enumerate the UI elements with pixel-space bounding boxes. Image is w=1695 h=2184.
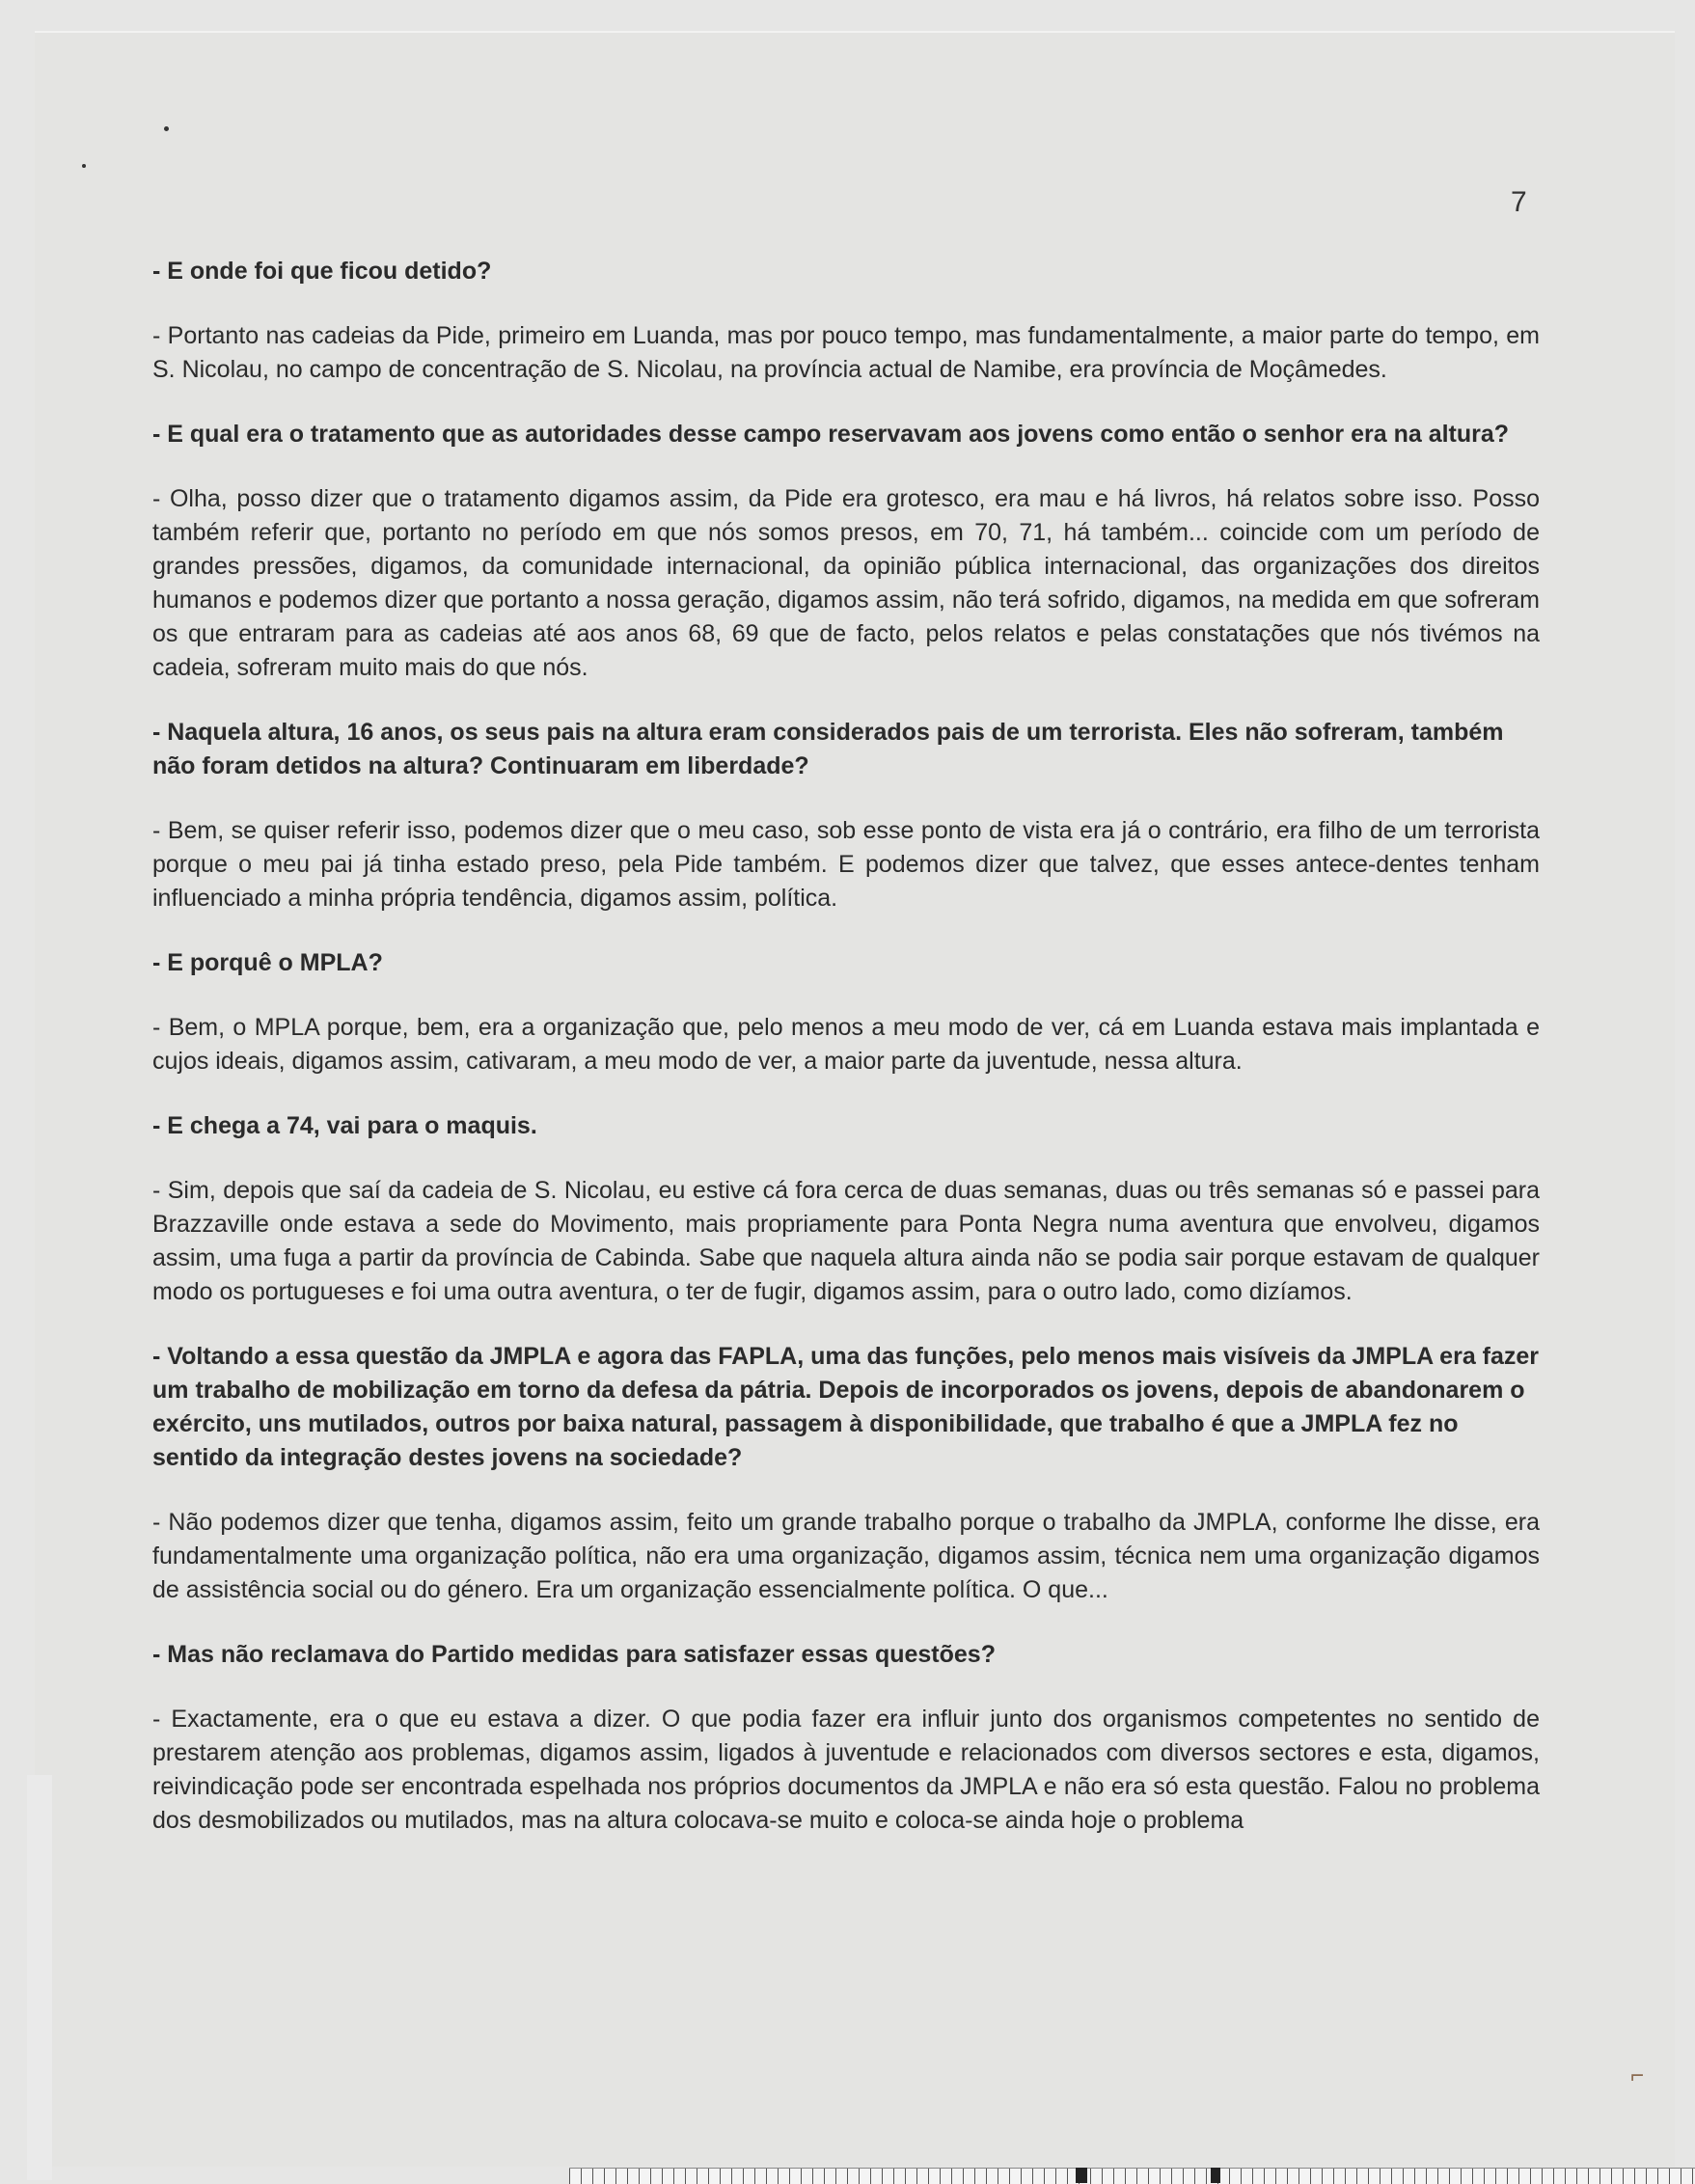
interview-question: - Naquela altura, 16 anos, os seus pais na altura eram considerados pais de um terrorista. Eles não sofreram, também não foram detidos na altura? Continuaram em liberdade? <box>152 719 1504 779</box>
torn-paper-edge <box>27 1775 52 2180</box>
interview-answer: - Portanto nas cadeias da Pide, primeiro em Luanda, mas por pouco tempo, mas fundamentalmente, a maior parte do tempo, em S. Nicolau, no campo de concentração de S. Nicolau, na província actual de Namibe, era província de Moçâmedes. <box>152 322 1540 383</box>
ruler-scale <box>569 2168 1695 2184</box>
stray-mark <box>82 164 86 168</box>
ruler-block <box>1211 2168 1220 2183</box>
page-number: 7 <box>1511 186 1527 218</box>
interview-answer: - Bem, o MPLA porque, bem, era a organização que, pelo menos a meu modo de ver, cá em Luanda estava mais implantada e cujos ideais, digamos assim, cativaram, a meu modo de ver, a maior parte da juventude, nessa altura. <box>152 1014 1540 1075</box>
interview-answer: - Sim, depois que saí da cadeia de S. Nicolau, eu estive cá fora cerca de duas semanas, duas ou três semanas só e passei para Brazzaville onde estava a sede do Movimento, mais propriamente para Ponta Negra numa aventura que envolveu, digamos assim, uma fuga a partir da província de Cabinda. Sabe que naquela altura ainda não se podia sair porque estavam de qualquer modo os portugueses e foi uma outra aventura, o ter de fugir, digamos assim, para o outro lado, como dizíamos. <box>152 1177 1540 1305</box>
interview-answer: - Não podemos dizer que tenha, digamos assim, feito um grande trabalho porque o trabalho da JMPLA, conforme lhe disse, era fundamentalmente uma organização política, não era uma organização, digamos assim, técnica nem uma organização digamos de assistência social ou do género. Era um organização essencialmente política. O que... <box>152 1509 1540 1603</box>
interview-answer: - Olha, posso dizer que o tratamento digamos assim, da Pide era grotesco, era mau e há livros, há relatos sobre isso. Posso também referir que, portanto no período em que nós somos presos, em 70, 71, há também... coincide com um período de grandes pressões, digamos, da comunidade internacional, da opinião pública internacional, das organizações dos direitos humanos e podemos dizer que portanto a nossa geração, digamos assim, não terá sofrido, digamos, na medida em que sofreram os que entraram para as cadeias até aos anos 68, 69 que de facto, pelos relatos e pelas constatações que nós tivémos na cadeia, sofreram muito mais do que nós. <box>152 485 1540 681</box>
corner-mark-icon: ⌐ <box>1630 2062 1645 2088</box>
interview-question: - E onde foi que ficou detido? <box>152 258 492 285</box>
interview-question: - E porquê o MPLA? <box>152 949 383 976</box>
stray-mark <box>164 126 169 131</box>
ruler-block <box>1076 2168 1087 2183</box>
interview-question: - Mas não reclamava do Partido medidas para satisfazer essas questões? <box>152 1641 996 1668</box>
interview-answer: - Exactamente, era o que eu estava a dizer. O que podia fazer era influir junto dos organismos competentes no sentido de prestarem atenção aos problemas, digamos assim, ligados à juventude e relacionados com diversos sectores e esta, digamos, reivindicação pode ser encontrada espelhada nos próprios documentos da JMPLA e não era só esta questão. Falou no problema dos desmobilizados ou mutilados, mas na altura colocava-se muito e coloca-se ainda hoje o problema <box>152 1706 1540 1834</box>
interview-question: - Voltando a essa questão da JMPLA e agora das FAPLA, uma das funções, pelo menos mais visíveis da JMPLA era fazer um trabalho de mobilização em torno da defesa da pátria. Depois de incorporados os jovens, depois de abandonarem o exército, uns mutilados, outros por baixa natural, passagem à disponibilidade, que trabalho é que a JMPLA fez no sentido da integração destes jovens na sociedade? <box>152 1343 1540 1471</box>
interview-question: - E chega a 74, vai para o maquis. <box>152 1112 537 1139</box>
interview-answer: - Bem, se quiser referir isso, podemos dizer que o meu caso, sob esse ponto de vista era já o contrário, era filho de um terrorista porque o meu pai já tinha estado preso, pela Pide também. E podemos dizer que talvez, que esses antece-dentes tenham influenciado a minha própria tendência, digamos assim, política. <box>152 817 1540 912</box>
interview-transcript <box>152 255 1540 1838</box>
interview-question: - E qual era o tratamento que as autoridades desse campo reservavam aos jovens como então o senhor era na altura? <box>152 421 1510 448</box>
